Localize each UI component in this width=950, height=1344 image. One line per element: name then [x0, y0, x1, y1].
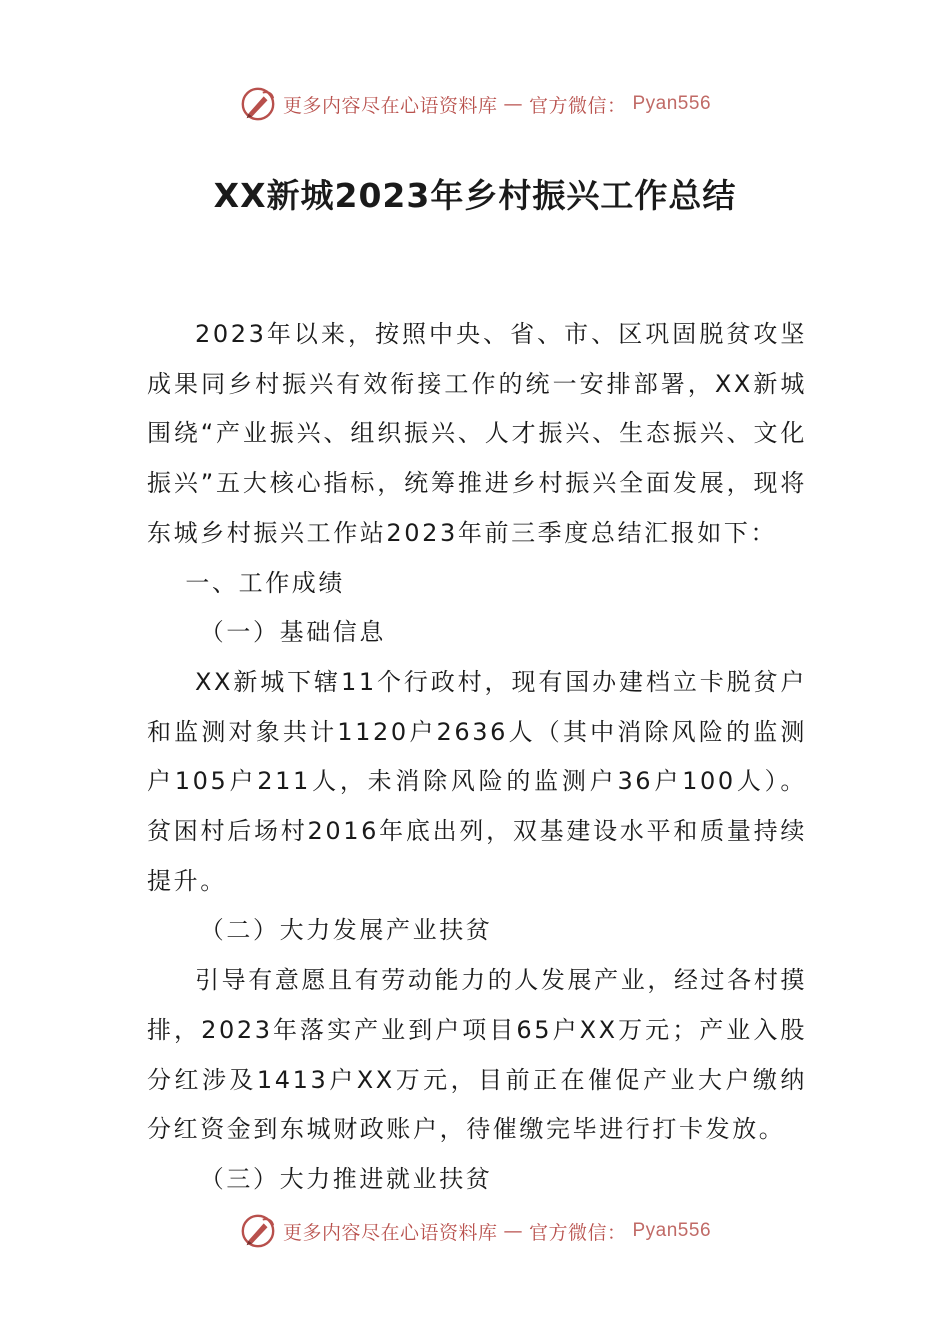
subsection-heading-3: （三）大力推进就业扶贫 — [199, 1164, 493, 1193]
watermark-text: 更多内容尽在心语资料库 — [282, 94, 498, 117]
watermark-text: 更多内容尽在心语资料库 — [282, 1221, 498, 1244]
watermark-label: 官方微信： — [528, 1221, 627, 1244]
footer-watermark — [0, 1211, 950, 1251]
watermark-label: 官方微信： — [528, 94, 627, 117]
document-body — [147, 310, 807, 1205]
subsection-heading-1: （一）基础信息 — [199, 618, 386, 647]
subsection-heading-2: （二）大力发展产业扶贫 — [199, 916, 493, 945]
intro-paragraph: 2023年以来，按照中央、省、市、区巩固脱贫攻坚成果同乡村振兴有效衔接工作的统一安排部署，XX新城围绕“产业振兴、组织振兴、人才振兴、生态振兴、文化振兴”五大核心指标，统筹推进乡村振兴全面发展，现将东城乡村振兴工作站2023年前三季度总结汇报如下： — [147, 320, 807, 547]
watermark-id: Pyan556 — [632, 1220, 712, 1241]
watermark-separator: — — [503, 1220, 523, 1242]
header-watermark — [0, 84, 950, 124]
subsection-body-1: XX新城下辖11个行政村，现有国办建档立卡脱贫户和监测对象共计1120户2636人（其中消除风险的监测户105户211人，未消除风险的监测户36户100人）。贫困村后场村2016年底出列，双基建设水平和质量持续提升。 — [147, 667, 807, 895]
watermark-separator: — — [503, 93, 523, 115]
document-title: XX新城2023年乡村振兴工作总结 — [213, 176, 737, 215]
section-heading-1: 一、工作成绩 — [185, 568, 345, 597]
pen-logo-icon — [239, 85, 277, 123]
pen-logo-icon — [239, 1212, 277, 1250]
watermark-id: Pyan556 — [632, 93, 712, 114]
subsection-body-2: 引导有意愿且有劳动能力的人发展产业，经过各村摸排，2023年落实产业到户项目65户XX万元；产业入股分红涉及1413户XX万元，目前正在催促产业大户缴纳分红资金到东城财政账户，待催缴完毕进行打卡发放。 — [147, 966, 807, 1144]
